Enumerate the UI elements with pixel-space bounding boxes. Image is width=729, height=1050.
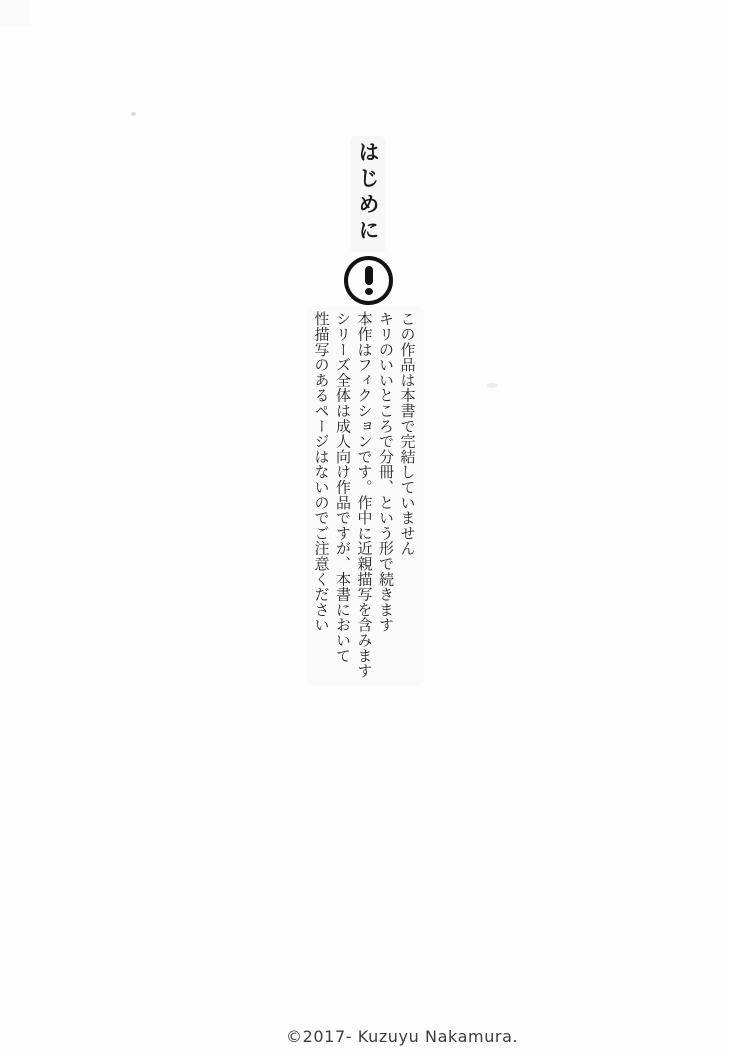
scan-artifact-corner — [0, 0, 30, 26]
page-title: はじめに — [356, 141, 381, 245]
notice-text — [310, 311, 418, 691]
notice-line: キリのいいところで分冊、という形で続きます — [377, 311, 395, 633]
exclamation-dot — [365, 288, 373, 295]
notice-line: 本作はフィクションです。作中に近親描写を含みます — [355, 311, 374, 679]
exclamation-bar — [365, 266, 373, 285]
notice-line: シリーズ全体は成人向け作品ですが、本書において — [334, 311, 352, 663]
copyright-text: ©2017- Kuzuyu Nakamura. — [286, 1027, 519, 1046]
scan-artifact-dot — [131, 112, 136, 116]
notice-line: 性描写のあるページはないのでご注意ください — [312, 311, 331, 633]
scan-artifact-smudge — [487, 383, 498, 388]
notice-line: この作品は本書で完結していません — [398, 311, 417, 556]
exclamation-circle-icon — [344, 256, 393, 305]
